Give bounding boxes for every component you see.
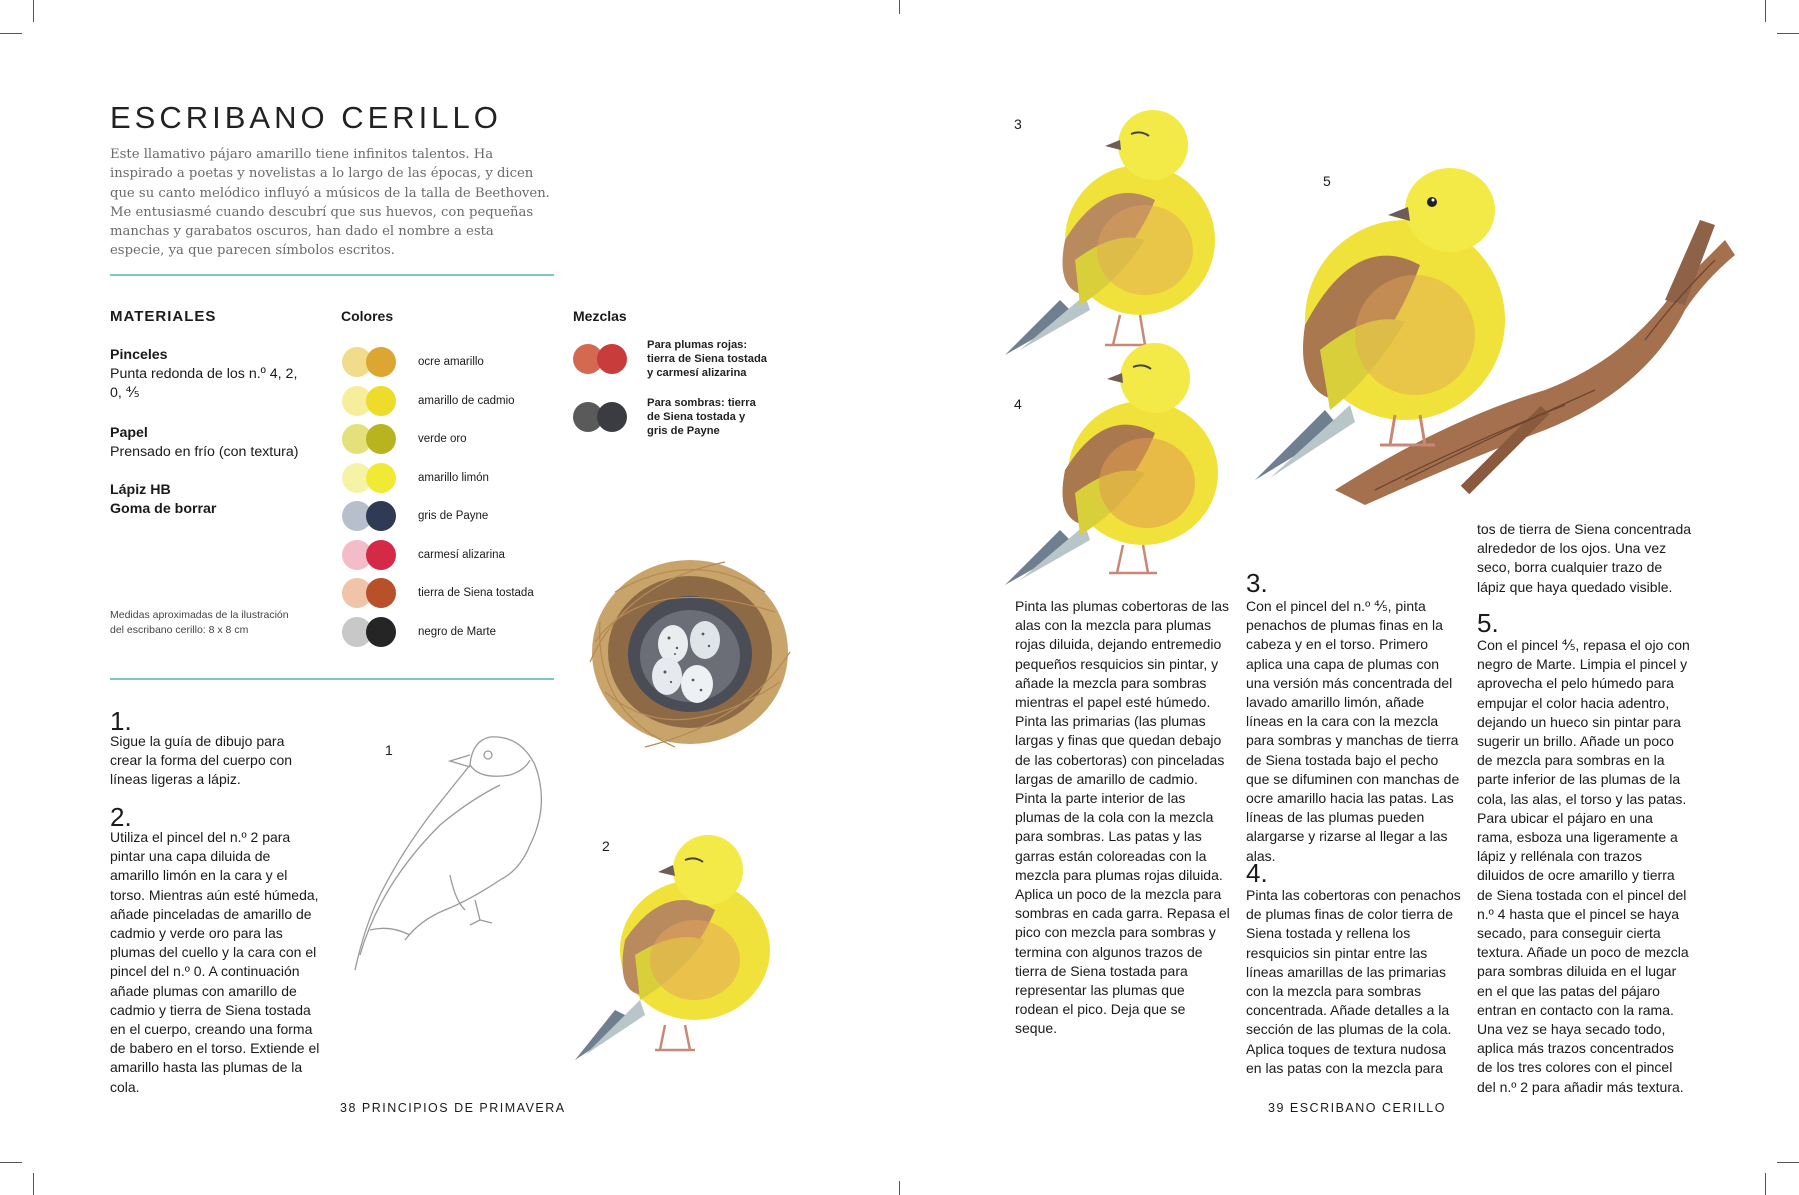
crop-mark [0, 1162, 22, 1163]
step-2-continued-text: Pinta las plumas cobertoras de las alas con la mezcla para plumas rojas diluida, dejando entremedio pequeños resquicios sin pintar, y añade la mezcla para sombras mientras el papel esté húmedo. Pinta las primarias (las plumas largas y finas que quedan debajo de las cobertoras) con pinceladas largas de amarillo de cadmio. Pinta la parte interior de las plumas de la cola con la mezcla para sombras. Las patas y las garras están coloreadas con la mezcla para plumas rojas diluida. Aplica un poco de la mezcla para sombras en cada garra. Repasa el pico con mezcla para sombras y termina con algunos trazos de tierra de Siena tostada para representar las plumas que rodean el pico. Deja que se seque. [1015, 598, 1230, 1037]
materials-heading: MATERIALES [110, 308, 217, 325]
crop-mark [1765, 1173, 1766, 1195]
crop-mark [33, 1173, 34, 1195]
color-row [342, 616, 496, 648]
color-row [342, 500, 488, 532]
swatch-dot [366, 463, 396, 493]
step-5-number: 5. [1477, 608, 1499, 638]
step-3-text: Con el pincel del n.º ⅘, pinta penachos de plumas finas en la cabeza y en el torso. Primero aplica una capa de plumas con una versión más concentrada del lavado amarillo limón, añade líneas en la cara con la mezcla para sombras y manchas de tierra de Siena tostada bajo el pecho que se difuminen con manchas de ocre amarillo hacia las patas. Las líneas de las plumas pueden alargarse y rizarse al llegar a las alas. [1246, 598, 1460, 864]
mix-swatch [573, 344, 627, 374]
mix-row [573, 396, 767, 438]
step-4-continued-text: tos de tierra de Siena concentrada alrededor de los ojos. Una vez seco, borra cualquier trazo de lápiz que haya quedado visible. [1477, 521, 1692, 595]
page-footer-left: 38 PRINCIPIOS DE PRIMAVERA [340, 1101, 566, 1115]
mix-label: Para sombras: tierra de Siena tostada y gris de Payne [647, 397, 756, 437]
mixes-heading: Mezclas [573, 308, 627, 324]
colors-heading: Colores [341, 308, 394, 324]
eraser-title: Goma de borrar [110, 501, 217, 517]
swatch-dot [597, 344, 627, 374]
step-5-text: Con el pincel ⅘, repasa el ojo con negro de Marte. Limpia el pincel y aprovecha el pelo húmedo para empujar el color hacia adentro, dejando un hueco sin pintar para sugerir un brillo. Añade un poco de mezcla para sombras en la parte inferior de las plumas de la cola, las alas, el torso y las patas. Para ubicar el pájaro en una rama, esboza una ligeramente a lápiz y rellénala con trazos diluidos de ocre amarillo y tierra de Siena tostada con el pincel del n.º 4 hasta que el pincel se haya secado, para conseguir cierta textura. Añade un poco de mezcla para sombras diluida en el lugar en el que las patas del pájaro entran en contacto con la rama. Una vez se haya secado todo, aplica más trazos concentrados de los tres colores con el pincel del n.º 2 para añadir más textura. [1477, 637, 1690, 1095]
size-note: Medidas aproximadas de la ilustración del escribano cerillo: 8 x 8 cm [110, 609, 289, 636]
color-swatch [342, 578, 396, 608]
crop-mark [33, 0, 34, 22]
color-label: gris de Payne [418, 510, 489, 522]
color-label: tierra de Siena tostada [418, 587, 534, 599]
color-label: carmesí alizarina [418, 548, 505, 561]
brushes-title: Pinceles [110, 347, 168, 363]
swatch-dot [366, 347, 396, 377]
color-swatch [342, 463, 396, 493]
step-2-text: Utiliza el pincel del n.º 2 para pintar una capa diluida de amarillo limón en la cara y el torso. Mientras aún esté húmeda, añade pinceladas de amarillo de cadmio y verde oro para las plumas del cuello y la cara con el pincel del n.º 0. A continuación añade plumas con amarillo de cadmio y tierra de Siena tostada en el cuerpo, creando una forma de babero en el torso. Extiende el amarillo hasta las plumas de la cola. [110, 829, 320, 1095]
bird-illustration-5 [1245, 160, 1735, 515]
swatch-dot [366, 424, 396, 454]
swatch-dot [597, 402, 627, 432]
divider [110, 274, 554, 276]
color-swatch [342, 386, 396, 416]
figure-3-label: 3 [1014, 116, 1022, 132]
bird-illustration-4 [1005, 335, 1235, 590]
bird-illustration-2 [545, 820, 775, 1070]
divider [110, 678, 554, 680]
color-swatch [342, 347, 396, 377]
mix-row [573, 338, 767, 380]
color-label: verde oro [418, 433, 467, 445]
color-label: amarillo limón [418, 471, 489, 484]
crop-mark [899, 1181, 900, 1195]
nest-illustration [585, 552, 795, 752]
color-swatch [342, 424, 396, 454]
page-title: ESCRIBANO CERILLO [110, 100, 502, 135]
materials-paper [110, 424, 330, 462]
step-4-number: 4. [1246, 858, 1268, 888]
color-row [342, 346, 484, 378]
swatch-dot [366, 617, 396, 647]
materials-pencil [110, 481, 310, 519]
paper-title: Papel [110, 425, 148, 441]
step-1-number: 1. [110, 706, 132, 736]
color-row [342, 539, 505, 571]
mix-swatch [573, 402, 627, 432]
color-swatch [342, 501, 396, 531]
crop-mark [1765, 0, 1766, 22]
color-label: amarillo de cadmio [418, 394, 515, 407]
crop-mark [1777, 33, 1799, 34]
materials-brushes [110, 346, 310, 403]
mix-label: Para plumas rojas: tierra de Siena tostada y carmesí alizarina [647, 339, 767, 379]
swatch-dot [366, 578, 396, 608]
figure-5-label: 5 [1323, 173, 1331, 189]
figure-1-label: 1 [385, 742, 393, 758]
crop-mark [899, 0, 900, 14]
swatch-dot [366, 386, 396, 416]
color-swatch [342, 540, 396, 570]
color-label: negro de Marte [418, 625, 496, 638]
color-label: ocre amarillo [418, 356, 484, 368]
crop-mark [1777, 1162, 1799, 1163]
step-3-number: 3. [1246, 568, 1268, 598]
pencil-title: Lápiz HB [110, 482, 171, 498]
color-row [342, 423, 467, 455]
color-row [342, 577, 534, 609]
crop-mark [0, 33, 22, 34]
swatch-dot [366, 501, 396, 531]
figure-2-label: 2 [602, 838, 610, 854]
bird-illustration-3 [1005, 100, 1235, 360]
step-1-text: Sigue la guía de dibujo para crear la forma del cuerpo con líneas ligeras a lápiz. [110, 733, 293, 788]
color-row [342, 462, 489, 494]
paper-text: Prensado en frío (con textura) [110, 444, 299, 460]
color-swatch [342, 617, 396, 647]
page-footer-right: 39 ESCRIBANO CERILLO [1268, 1101, 1446, 1115]
color-row [342, 385, 515, 417]
intro-paragraph: Este llamativo pájaro amarillo tiene infinitos talentos. Ha inspirado a poetas y novelistas a lo largo de las épocas, y dicen que su canto melódico influyó a músicos de la talla de Beethoven. Me entusiasmé cuando descubrí que sus huevos, con pequeñas manchas y garabatos oscuros, han dado el nombre a esta especie, ya que parecen símbolos escritos. [110, 147, 550, 259]
figure-4-label: 4 [1014, 396, 1022, 412]
step-2-number: 2. [110, 802, 132, 832]
brushes-text: Punta redonda de los n.º 4, 2, 0, ⅘ [110, 366, 298, 401]
swatch-dot [366, 540, 396, 570]
step-4-text: Pinta las cobertoras con penachos de plumas finas de color tierra de Siena tostada y rellena los resquicios sin pintar entre las líneas amarillas de las primarias con la mezcla para sombras concentrada. Añade detalles a la sección de las plumas de la cola. Aplica toques de textura nudosa en las patas con la mezcla para [1246, 887, 1461, 1076]
